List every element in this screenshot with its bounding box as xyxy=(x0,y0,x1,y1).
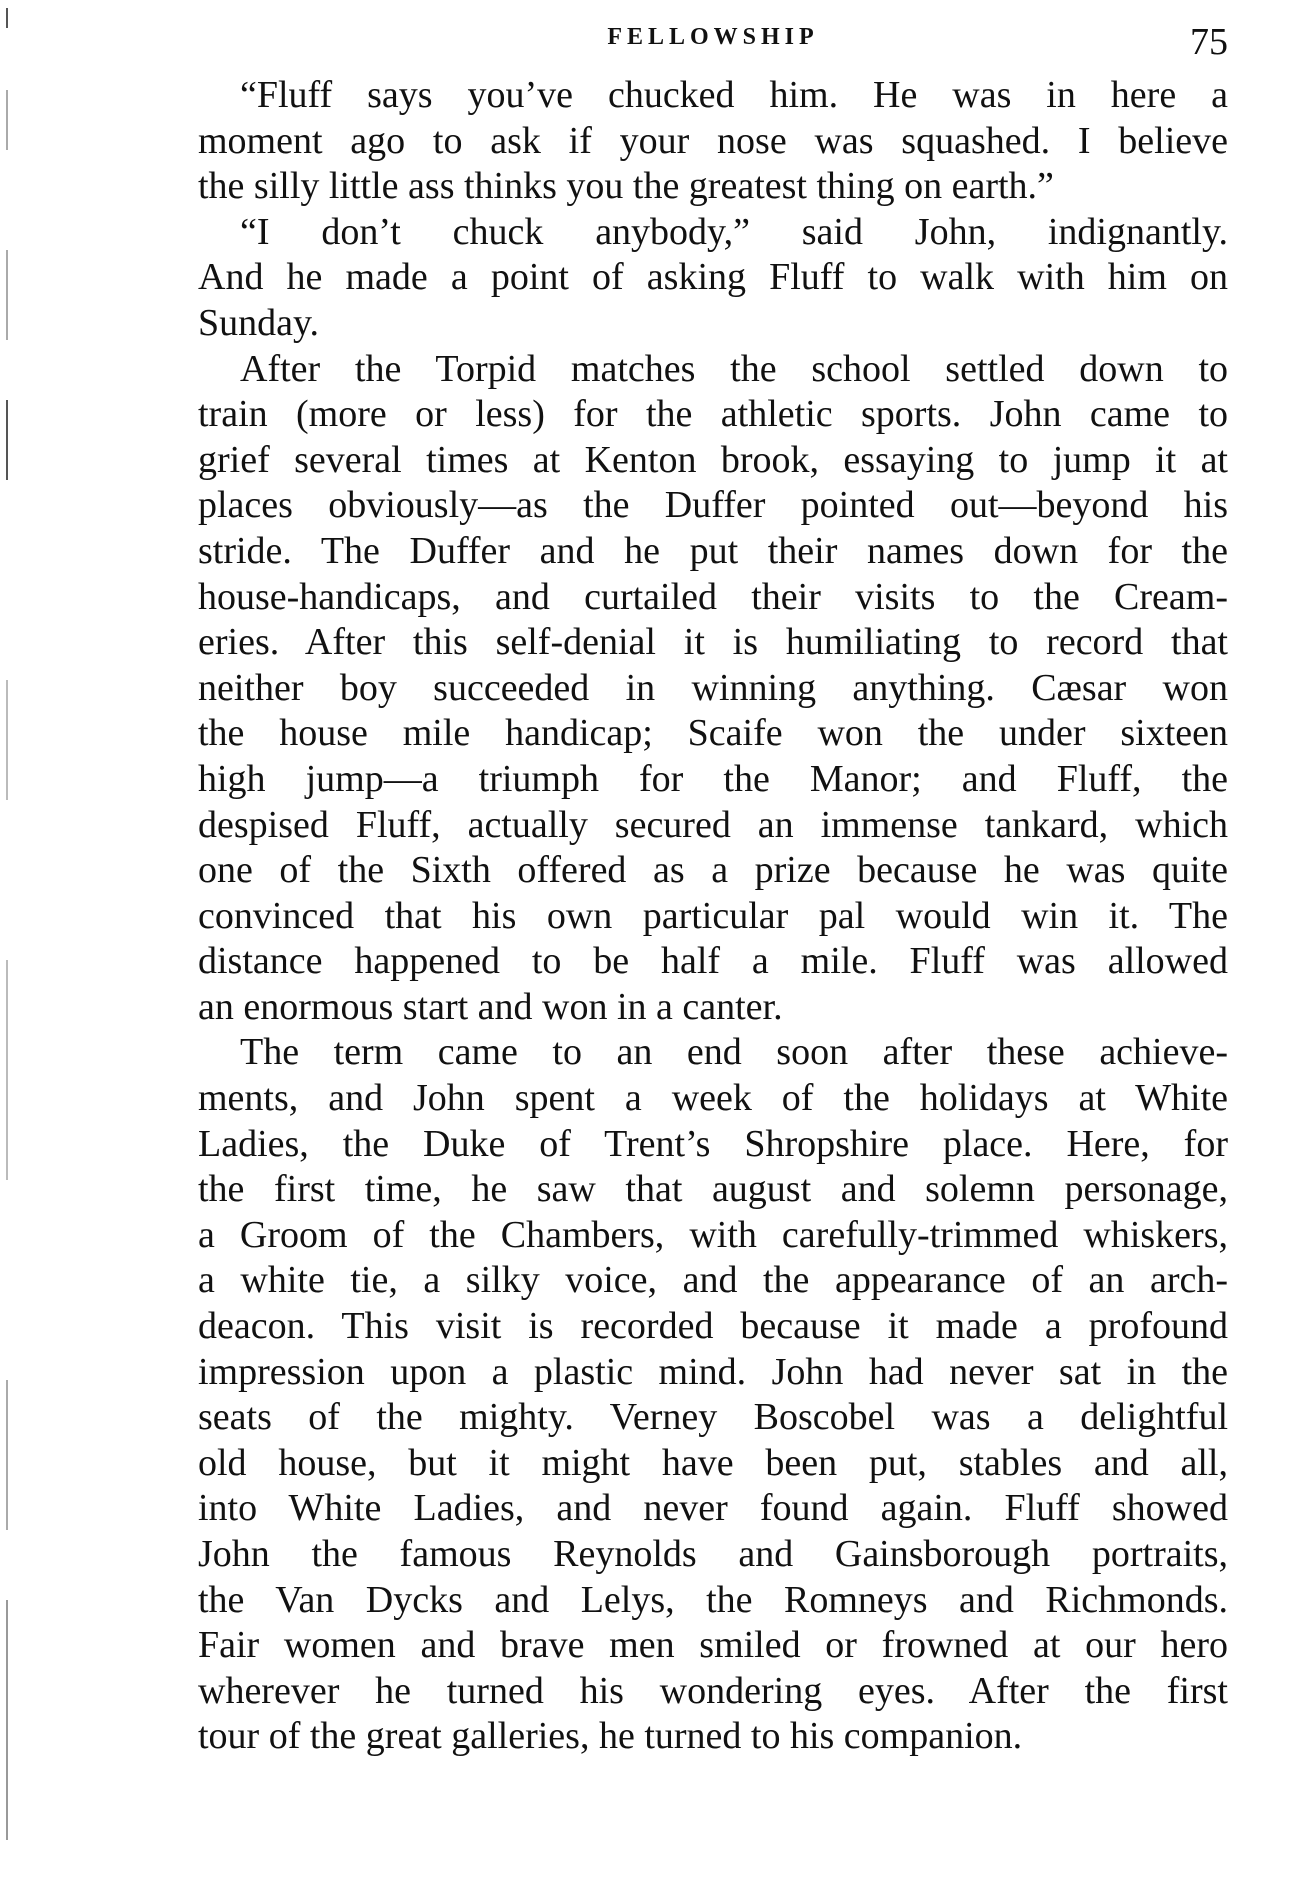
text-line: deacon. This visit is recorded because it made a profound xyxy=(198,1305,1228,1348)
text-line: places obviously—as the Duffer pointed out—beyond his xyxy=(198,484,1228,527)
text-line: the first time, he saw that august and solemn personage, xyxy=(198,1168,1228,1211)
text-line: “Fluff says you’ve chucked him. He was in here a xyxy=(240,74,1228,116)
text-line: an enormous start and won in a canter. xyxy=(198,985,783,1028)
text-line: Ladies, the Duke of Trent’s Shropshire place. Here, for xyxy=(198,1122,1228,1165)
page-number: 75 xyxy=(1190,21,1228,63)
text-line: wherever he turned his wondering eyes. After the first xyxy=(198,1669,1228,1712)
text-line: After the Torpid matches the school settled down to xyxy=(240,347,1228,390)
text-line: train (more or less) for the athletic sports. John came to xyxy=(198,393,1228,436)
text-line: one of the Sixth offered as a prize because he was quite xyxy=(198,849,1228,892)
text-line: house-handicaps, and curtailed their visits to the Cream- xyxy=(198,575,1228,618)
text-line: seats of the mighty. Verney Boscobel was a delightful xyxy=(198,1396,1228,1439)
text-line: Sunday. xyxy=(198,301,320,344)
text-line: distance happened to be half a mile. Fluff was allowed xyxy=(198,940,1228,983)
text-line: the house mile handicap; Scaife won the under sixteen xyxy=(198,712,1228,755)
text-line: The term came to an end soon after these achieve- xyxy=(240,1031,1228,1074)
text-line: ments, and John spent a week of the holidays at White xyxy=(198,1077,1228,1120)
text-line: Fair women and brave men smiled or frowned at our hero xyxy=(198,1624,1228,1667)
text-line: despised Fluff, actually secured an immense tankard, which xyxy=(198,803,1228,846)
text-line: John the famous Reynolds and Gainsborough portraits, xyxy=(198,1533,1228,1575)
text-line: old house, but it might have been put, stables and all, xyxy=(198,1441,1228,1484)
text-line: a Groom of the Chambers, with carefully-trimmed whiskers, xyxy=(198,1213,1228,1256)
text-line: neither boy succeeded in winning anything. Cæsar won xyxy=(198,666,1228,709)
text-line: stride. The Duffer and he put their names down for the xyxy=(198,529,1228,572)
running-title: FELLOWSHIP xyxy=(607,24,819,50)
text-line: And he made a point of asking Fluff to walk with him on xyxy=(198,256,1228,299)
text-line: tour of the great galleries, he turned to his companion. xyxy=(198,1715,1023,1758)
text-line: convinced that his own particular pal would win it. The xyxy=(198,894,1228,937)
text-line: a white tie, a silky voice, and the appearance of an arch- xyxy=(198,1259,1228,1302)
text-line: “I don’t chuck anybody,” said John, indignantly. xyxy=(240,210,1228,253)
text-line: eries. After this self-denial it is humiliating to record that xyxy=(198,621,1228,664)
page-edge-marks xyxy=(0,0,60,1877)
text-line: high jump—a triumph for the Manor; and Fluff, the xyxy=(198,757,1228,800)
text-line: moment ago to ask if your nose was squashed. I believe xyxy=(198,119,1228,162)
text-line: impression upon a plastic mind. John had never sat in the xyxy=(198,1350,1228,1393)
text-line: the silly little ass thinks you the greatest thing on earth.” xyxy=(198,165,1054,208)
text-line: grief several times at Kenton brook, essaying to jump it at xyxy=(198,438,1228,481)
text-line: into White Ladies, and never found again. Fluff showed xyxy=(198,1487,1228,1530)
text-line: the Van Dycks and Lelys, the Romneys and Richmonds. xyxy=(198,1578,1228,1621)
body-text xyxy=(198,73,1228,1760)
running-head xyxy=(198,20,1228,76)
